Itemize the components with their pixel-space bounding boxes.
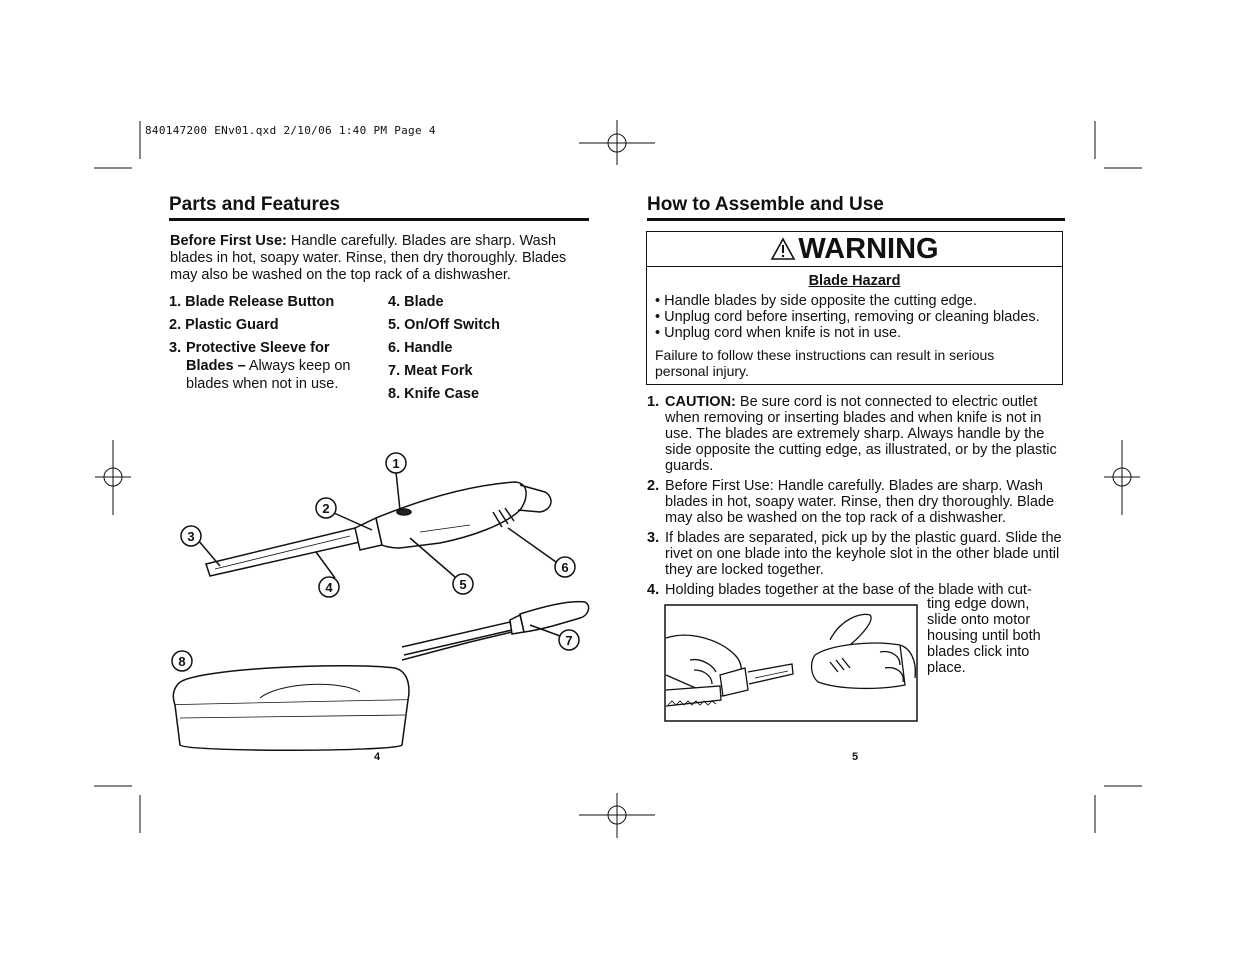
page-number-left: 4 bbox=[374, 751, 381, 763]
page-title-assemble: How to Assemble and Use bbox=[647, 194, 884, 215]
step-2-text: Before First Use: Handle carefully. Blades are sharp. Wash blades in hot, soapy water. Rinse, then dry thoroughly. Blade may also be washed on the top rack of a dishwasher. bbox=[665, 478, 1055, 526]
part-6: 6. Handle bbox=[388, 340, 453, 356]
page-title-parts: Parts and Features bbox=[169, 194, 341, 215]
before-label: Before First Use: bbox=[170, 233, 287, 249]
callout-5: 5 bbox=[459, 577, 467, 592]
part-8: 8. Knife Case bbox=[388, 386, 480, 402]
part-5: 5. On/Off Switch bbox=[388, 317, 500, 333]
callout-1: 1 bbox=[392, 456, 400, 471]
warning-bullet-1: • Handle blades by side opposite the cutting edge. bbox=[655, 293, 977, 309]
callout-8: 8 bbox=[178, 654, 186, 669]
step-3-num: 3. bbox=[647, 530, 660, 546]
step-2-num: 2. bbox=[647, 478, 660, 494]
part-2: 2. Plastic Guard bbox=[169, 317, 279, 333]
blade-hazard-subtitle: Blade Hazard bbox=[808, 273, 901, 289]
file-slug: 840147200 ENv01.qxd 2/10/06 1:40 PM Page 4 bbox=[145, 124, 436, 137]
step-1-text: Be sure cord is not connected to electric outlet when removing or inserting blades and when knife is not in use. The blades are extremely sharp. Always handle by the side opposite the cutting edge, as illustrated, or by the plastic guards. bbox=[665, 394, 1057, 474]
step-1-num: 1. bbox=[647, 394, 660, 410]
warning-failure-text: Failure to follow these instructions can result in serious personal injury. bbox=[655, 347, 995, 379]
part-3-text: Always keep on blades when not in use. bbox=[186, 358, 351, 392]
part-3-num: 3. bbox=[169, 340, 182, 356]
callout-7: 7 bbox=[565, 633, 573, 648]
part-1: 1. Blade Release Button bbox=[169, 294, 335, 310]
page-number-right: 5 bbox=[852, 751, 859, 763]
before-text: Handle carefully. Blades are sharp. Wash blades in hot, soapy water. Rinse, then dry thoroughly. Blades may also be washed on the top rack of a dishwasher. bbox=[170, 233, 567, 283]
warning-title: WARNING bbox=[798, 232, 939, 265]
step-4-continuation: ting edge down, slide onto motor housing until both blades click into place. bbox=[927, 596, 1041, 676]
part-7: 7. Meat Fork bbox=[388, 363, 473, 379]
part-4: 4. Blade bbox=[388, 294, 444, 310]
callout-4: 4 bbox=[325, 580, 333, 595]
part-3-bold: Protective Sleeve for Blades – bbox=[186, 340, 330, 374]
callout-6: 6 bbox=[561, 560, 569, 575]
callout-3: 3 bbox=[187, 529, 195, 544]
step-3-text: If blades are separated, pick up by the plastic guard. Slide the rivet on one blade into the keyhole slot in the other blade until they are locked together. bbox=[665, 530, 1062, 578]
step-1-bold: CAUTION: bbox=[665, 394, 736, 410]
callout-2: 2 bbox=[322, 501, 330, 516]
step-4-text: Holding blades together at the base of the blade with cut- bbox=[665, 582, 1032, 598]
warning-bullet-3: • Unplug cord when knife is not in use. bbox=[655, 325, 902, 341]
step-4-num: 4. bbox=[647, 582, 660, 598]
warning-bullet-2: • Unplug cord before inserting, removing or cleaning blades. bbox=[655, 309, 1040, 325]
